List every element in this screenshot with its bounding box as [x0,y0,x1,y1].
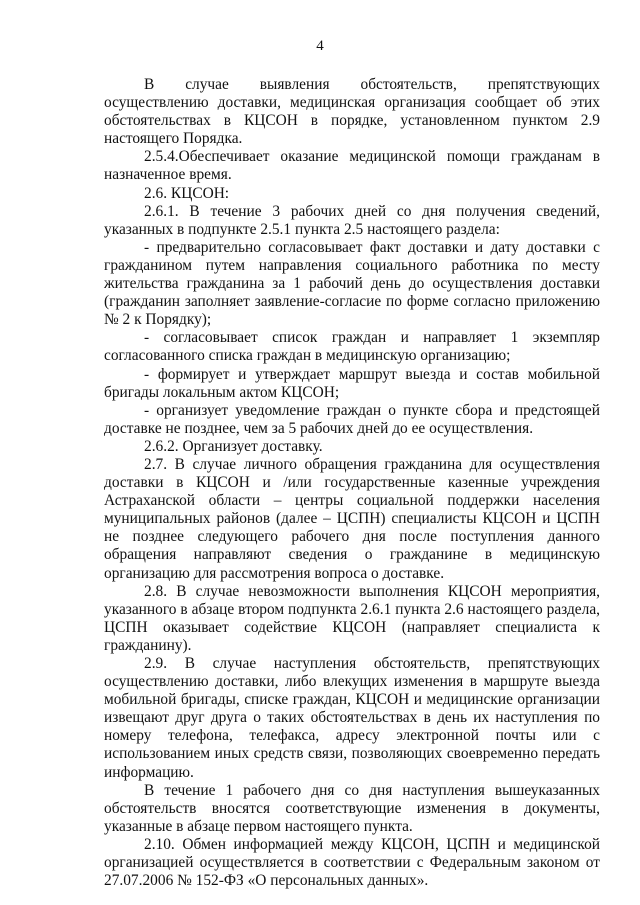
paragraph-2-9: 2.9. В случае наступления обстоятельств, препятствующих осуществлению доставки, либо влекущих изменения в маршруте выезда мобильной бригады, списке граждан, КЦСОН и медицинские организации извещают друг друга о таких обстоятельствах в день их наступления по номеру телефона, телефакса, адресу электронной почты или с использованием иных средств связи, позволяющих своевременно передать информацию. [104,655,600,781]
paragraph-2-6-1: 2.6.1. В течение 3 рабочих дней со дня получения сведений, указанных в подпункте 2.5.1 пункта 2.5 настоящего раздела: [104,202,600,238]
page-number: 4 [316,38,324,54]
list-item-agree-list: - согласовывает список граждан и направляет 1 экземпляр согласованного списка граждан в медицинскую организацию; [104,329,600,365]
paragraph-2-9-changes: В течение 1 рабочего дня со дня наступления вышеуказанных обстоятельств вносятся соответствующие изменения в документы, указанные в абзаце первом настоящего пункта. [104,781,600,835]
paragraph-2-5-4: 2.5.4.Обеспечивает оказание медицинской помощи гражданам в назначенное время. [104,148,600,184]
list-item-agree-date: - предварительно согласовывает факт доставки и дату доставки с гражданином путем направления социального работника по месту жительства гражданина за 1 рабочий день до осуществления доставки (гражданин заполняет заявление-согласие по форме согласно приложению № 2 к Порядку); [104,238,600,329]
document-body [104,76,600,890]
list-item-notification: - организует уведомление граждан о пункте сбора и предстоящей доставке не позднее, чем за 5 рабочих дней до ее осуществления. [104,401,600,437]
paragraph-2-7: 2.7. В случае личного обращения гражданина для осуществления доставки в КЦСОН и /или государственные казенные учреждения Астраханской области – центры социальной поддержки населения муниципальных районов (далее – ЦСПН) специалисты КЦСОН и ЦСПН не позднее следующего рабочего дня после поступления данного обращения направляют сведения о гражданине в медицинскую организацию для рассмотрения вопроса о доставке. [104,455,600,582]
list-item-route: - формирует и утверждает маршрут выезда и состав мобильной бригады локальным актом КЦСОН; [104,365,600,401]
paragraph-2-6-heading: 2.6. КЦСОН: [144,184,230,202]
paragraph-2-6-2: 2.6.2. Организует доставку. [144,437,323,455]
paragraph-2-10: 2.10. Обмен информацией между КЦСОН, ЦСПН и медицинской организацией осуществляется в соответствии с Федеральным законом от 27.07.2006 № 152-ФЗ «О персональных данных». [104,835,600,890]
paragraph-2-8: 2.8. В случае невозможности выполнения КЦСОН мероприятия, указанного в абзаце втором подпункта 2.6.1 пункта 2.6 настоящего раздела, ЦСПН оказывает содействие КЦСОН (направляет специалиста к гражданину). [104,582,600,654]
paragraph-delivery-obstacles: В случае выявления обстоятельств, препятствующих осуществлению доставки, медицинская организация сообщает об этих обстоятельствах в КЦСОН в порядке, установленном пунктом 2.9 настоящего Порядка. [104,76,600,148]
